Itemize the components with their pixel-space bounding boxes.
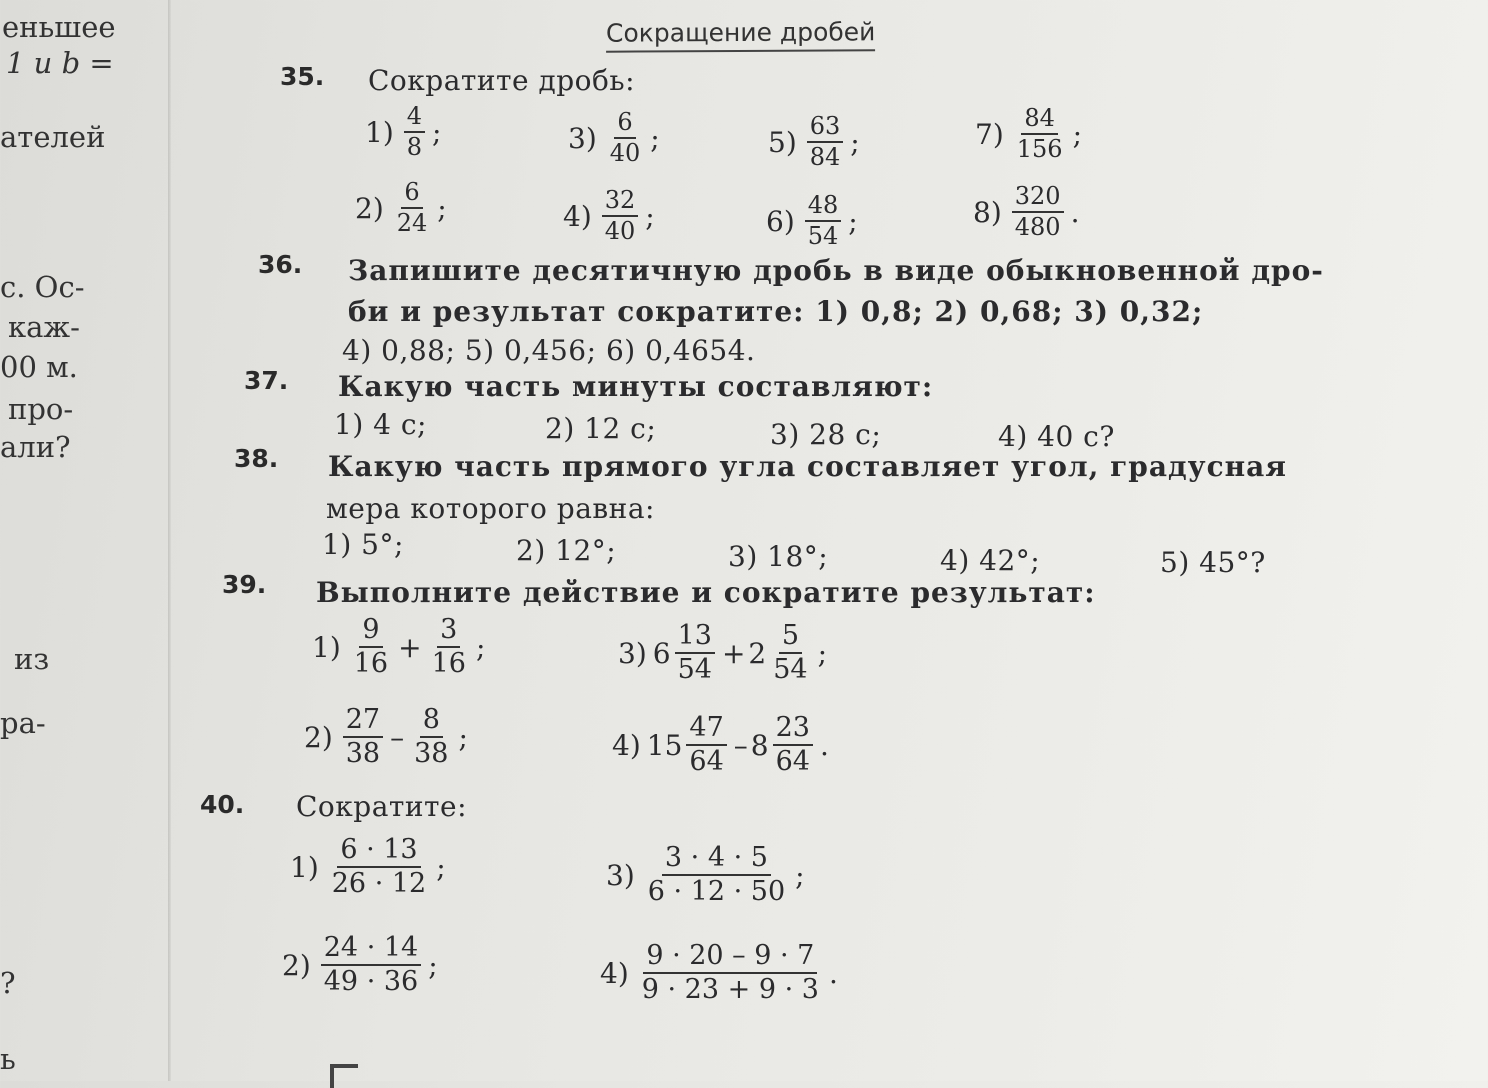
denominator: 54 [677,654,712,686]
punctuation: ; [848,204,858,238]
punctuation: ; [458,720,468,754]
numerator: 9 [359,616,382,648]
operator: – [733,728,748,762]
problem-35-item [355,180,447,236]
denominator: 24 [396,209,428,238]
denominator: 16 [353,648,389,680]
fraction [686,714,726,777]
punctuation: ; [650,121,660,155]
numerator: 4 [404,104,425,133]
denominator: 156 [1016,135,1063,164]
denominator: 54 [807,222,839,251]
problem-35-item [766,193,858,249]
item-label: 3) [568,121,597,155]
fraction [429,616,469,679]
punctuation: . [828,956,838,990]
problem-38-item: 5) 45°? [1160,546,1266,579]
item-label: 2) [304,720,333,754]
problem-35-item [365,104,441,160]
problem-36-line: би и результат сократите: 1) 0,8; 2) 0,68; 3) 0,32; [348,295,1204,328]
left-fragment: 00 м. [0,350,78,384]
numerator: 6 [614,110,635,139]
punctuation: ; [795,858,805,892]
punctuation: ; [475,630,486,664]
item-label: 3) [606,858,635,892]
punctuation: . [819,728,829,762]
page-gutter [168,0,171,1081]
denominator: 8 [406,133,423,162]
denominator: 64 [775,746,810,778]
punctuation: ; [436,850,446,884]
item-label: 8) [973,195,1002,229]
whole-part: 2 [748,636,767,670]
fraction [404,104,425,160]
problem-38-item: 4) 42°; [940,544,1041,577]
cropped-heading-fragment [330,1064,358,1088]
problem-38-number: 38. [234,444,279,473]
problem-37-item: 2) 12 с; [545,412,657,445]
fraction [807,114,844,170]
denominator: 480 [1014,213,1061,242]
numerator: 23 [773,714,813,746]
problem-40-text: Сократите: [296,790,468,823]
problem-40-item [600,942,838,1005]
fraction [321,934,421,997]
problem-36-line: 4) 0,88; 5) 0,456; 6) 0,4654. [342,334,756,367]
item-label: 3) [618,636,647,670]
problem-39-number: 39. [222,570,267,599]
problem-39-expression-3 [618,622,827,685]
item-label: 4) [600,956,629,990]
problem-37-item: 4) 40 с? [998,420,1115,453]
problem-35-item [568,110,660,166]
left-fragment: ? [0,966,16,1000]
numerator: 9 · 20 – 9 · 7 [643,942,817,974]
denominator: 40 [609,139,641,168]
problem-35-item [563,188,655,244]
problem-35-number: 35. [280,62,325,91]
denominator: 38 [414,738,449,770]
item-label: 6) [766,204,795,238]
fraction [607,110,644,166]
left-fragment: про- [8,392,74,426]
whole-part: 15 [646,728,683,762]
problem-37-item: 3) 28 с; [770,418,882,451]
problem-35-text: Сократите дробь: [368,64,636,97]
left-fragment: ра- [0,706,46,740]
left-fragment: с. Ос- [0,270,85,304]
fraction [770,622,810,685]
problem-37-item: 1) 4 с; [334,408,427,441]
numerator: 84 [1021,106,1058,135]
punctuation: ; [850,125,860,159]
numerator: 6 [401,180,422,209]
fraction [1012,184,1064,240]
section-title: Сокращение дробей [606,17,876,52]
denominator: 9 · 23 + 9 · 3 [641,974,819,1006]
fraction [639,942,822,1005]
problem-38-line: Какую часть прямого угла составляет угол, градусная [328,450,1287,483]
denominator: 84 [809,143,841,172]
denominator: 49 · 36 [323,966,419,998]
denominator: 38 [345,738,381,770]
punctuation: ; [1072,117,1082,151]
left-fragment: каж- [8,310,80,344]
problem-39-expression-4 [612,714,829,777]
problem-39-expression-1 [312,616,485,679]
fraction [645,844,788,907]
denominator: 54 [773,654,808,686]
numerator: 63 [807,114,844,143]
item-label: 4) [563,199,592,233]
numerator: 32 [602,188,639,217]
problem-35-item [973,184,1079,240]
punctuation: . [1070,195,1080,229]
problem-36-number: 36. [258,250,303,279]
left-fragment: али? [0,430,71,464]
punctuation: ; [645,199,655,233]
fraction [329,836,429,899]
fraction [394,180,431,236]
punctuation: ; [437,191,447,225]
item-label: 2) [355,191,384,225]
item-label: 1) [365,115,394,149]
item-label: 2) [282,948,311,982]
fraction [343,706,383,769]
denominator: 6 · 12 · 50 [647,876,786,908]
problem-40-item [606,844,805,907]
denominator: 64 [689,746,724,778]
problem-40-item [290,836,446,899]
fraction [805,193,842,249]
fraction [351,616,391,679]
fraction [675,622,715,685]
fraction [773,714,813,777]
fraction [1014,106,1066,162]
punctuation: ; [428,948,438,982]
problem-38-item: 3) 18°; [728,540,829,573]
numerator: 13 [675,622,715,654]
item-label: 5) [768,125,797,159]
problem-38-item: 2) 12°; [516,534,617,567]
denominator: 40 [604,217,636,246]
numerator: 320 [1012,184,1064,213]
left-fragment: ателей [0,120,106,154]
punctuation: ; [432,115,442,149]
denominator: 26 · 12 [331,868,427,900]
left-fragment: из [14,642,50,676]
fraction [602,188,639,244]
item-label: 4) [612,728,641,762]
problem-35-item [768,114,860,170]
left-fragment: еньшее [2,10,116,44]
item-label: 7) [975,117,1004,151]
numerator: 6 · 13 [337,836,420,868]
problem-38-item: 1) 5°; [322,528,404,561]
numerator: 5 [779,622,802,654]
operator: + [398,630,422,664]
numerator: 8 [420,706,443,738]
punctuation: ; [817,636,828,670]
operator: + [721,636,746,670]
problem-39-text: Выполните действие и сократите результат: [316,576,1096,609]
item-label: 1) [312,630,341,664]
problem-40-number: 40. [200,790,245,819]
left-fragment: 1 и b = [6,46,114,80]
whole-part: 6 [652,636,671,670]
denominator: 16 [431,648,466,680]
left-fragment: ь [0,1042,16,1076]
problem-37-text: Какую часть минуты составляют: [338,370,934,403]
problem-40-item [282,934,438,997]
problem-35-item [975,106,1082,162]
whole-part: 8 [750,728,769,762]
item-label: 1) [290,850,319,884]
problem-37-number: 37. [244,366,289,395]
numerator: 47 [686,714,726,746]
numerator: 3 [437,616,460,648]
numerator: 27 [343,706,383,738]
problem-39-expression-2 [304,706,468,769]
numerator: 3 · 4 · 5 [662,844,771,876]
numerator: 24 · 14 [321,934,421,966]
operator: – [390,720,405,754]
problem-36-line: Запишите десятичную дробь в виде обыкновенной дро- [348,254,1324,287]
fraction [411,706,451,769]
numerator: 48 [805,193,842,222]
problem-38-line: мера которого равна: [326,492,655,525]
